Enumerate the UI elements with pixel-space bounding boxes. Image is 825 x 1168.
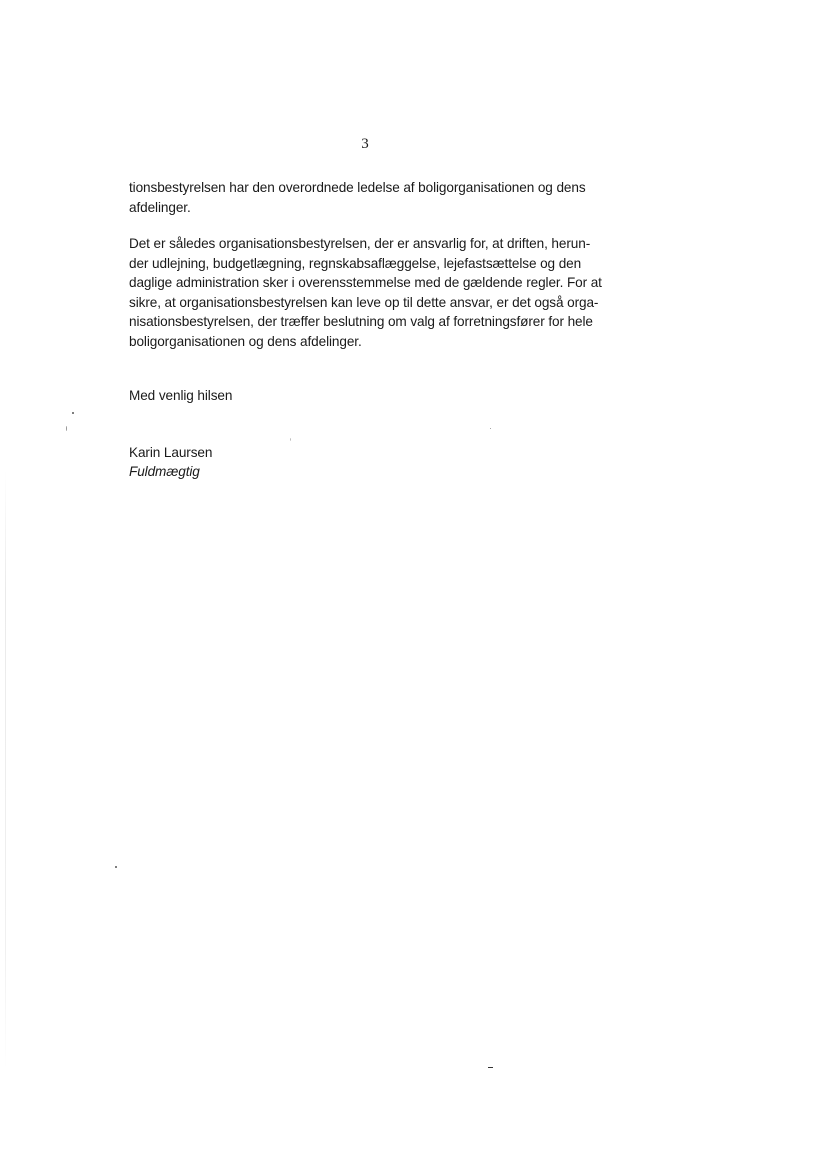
paragraph-line: nisationsbestyrelsen, der træffer beslutning om valg af forretningsfører for hele <box>129 314 593 329</box>
paragraph-line: afdelinger. <box>129 199 191 215</box>
scan-speck <box>290 438 291 441</box>
scan-speck <box>66 426 67 431</box>
paragraph-line: boligorganisationen og dens afdelinger. <box>129 333 362 349</box>
scan-speck <box>490 428 491 429</box>
scan-speck <box>72 412 74 414</box>
paragraph-line: sikre, at organisationsbestyrelsen kan leve op til dette ansvar, er det også orga- <box>129 294 599 310</box>
paragraph-responsibility <box>129 234 619 351</box>
closing-salutation: Med venlig hilsen <box>129 388 233 403</box>
scan-edge-artifact <box>5 470 6 1070</box>
scan-speck <box>488 1067 493 1068</box>
paragraph-line: daglige administration sker i overensstemmelse med de gældende regler. For at <box>129 275 602 290</box>
signatory-title: Fuldmægtig <box>129 464 200 479</box>
paragraph-line: der udlejning, budgetlægning, regnskabsaflæggelse, lejefastsættelse og den <box>129 255 582 271</box>
paragraph-line: Det er således organisationsbestyrelsen, der er ansvarlig for, at driften, herun- <box>129 236 591 251</box>
page-number: 3 <box>361 136 369 152</box>
paragraph-continuation <box>129 178 619 217</box>
scan-speck <box>115 866 117 868</box>
signatory-name: Karin Laursen <box>129 445 213 460</box>
paragraph-line: tionsbestyrelsen har den overordnede ledelse af boligorganisationen og dens <box>129 180 586 195</box>
